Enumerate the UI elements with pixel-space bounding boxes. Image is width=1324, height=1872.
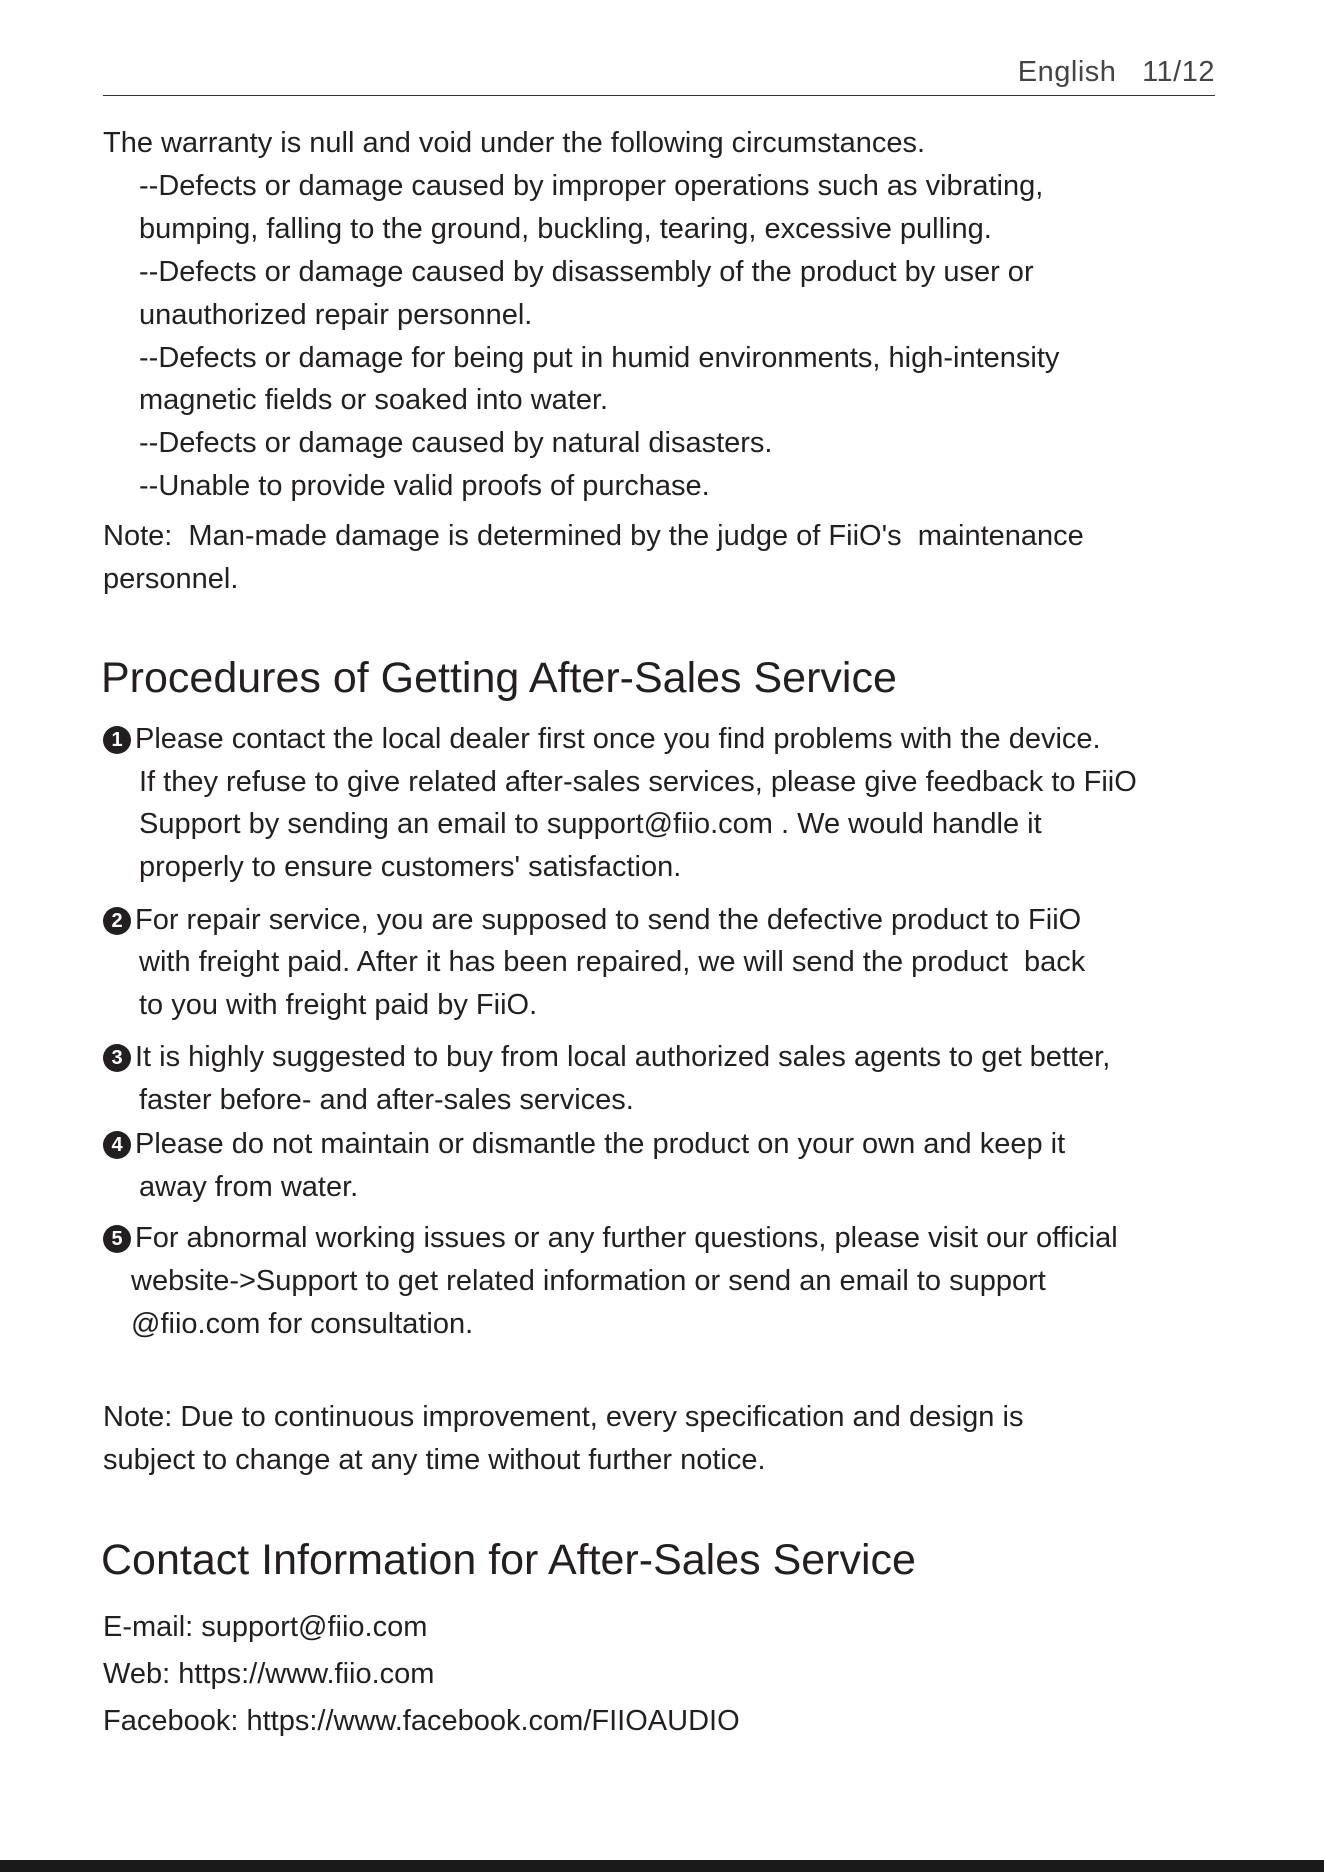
procedure-text: Please contact the local dealer first once you find problems with the device. xyxy=(135,723,1101,755)
procedure-line: to you with freight paid by FiiO. xyxy=(139,989,538,1021)
procedure-text: For abnormal working issues or any further questions, please visit our official xyxy=(135,1222,1118,1254)
warranty-line: --Defects or damage caused by disassembly of the product by user or xyxy=(139,256,1034,288)
procedure-line: faster before- and after-sales services. xyxy=(139,1084,634,1116)
procedure-text: For repair service, you are supposed to send the defective product to FiiO xyxy=(135,904,1082,936)
number-2-icon: 2 xyxy=(103,907,131,935)
warranty-line: --Defects or damage for being put in humid environments, high-intensity xyxy=(139,342,1060,374)
procedure-line: website->Support to get related information or send an email to support xyxy=(131,1265,1046,1297)
warranty-line: --Unable to provide valid proofs of purchase. xyxy=(139,470,710,502)
procedure-line: @fiio.com for consultation. xyxy=(131,1308,474,1340)
warranty-line: unauthorized repair personnel. xyxy=(139,299,533,331)
warranty-note: Note: Man-made damage is determined by the judge of FiiO's maintenance xyxy=(103,520,1084,552)
number-4-icon: 4 xyxy=(103,1131,131,1159)
bottom-edge-bar xyxy=(0,1860,1324,1872)
contact-email: E-mail: support@fiio.com xyxy=(103,1611,428,1643)
number-1-icon: 1 xyxy=(103,726,131,754)
language-label: English xyxy=(1017,56,1117,88)
warranty-note: personnel. xyxy=(103,563,239,595)
change-notice: subject to change at any time without further notice. xyxy=(103,1444,766,1476)
number-5-icon: 5 xyxy=(103,1225,131,1253)
warranty-line: --Defects or damage caused by improper operations such as vibrating, xyxy=(139,170,1044,202)
procedure-line: Support by sending an email to support@fiio.com . We would handle it xyxy=(139,808,1042,840)
header-divider xyxy=(103,95,1215,96)
contact-facebook: Facebook: https://www.facebook.com/FIIOAUDIO xyxy=(103,1705,740,1737)
procedure-item-1 xyxy=(103,721,1101,757)
procedure-text: It is highly suggested to buy from local authorized sales agents to get better, xyxy=(135,1041,1111,1073)
procedure-item-4 xyxy=(103,1126,1065,1162)
warranty-line: magnetic fields or soaked into water. xyxy=(139,384,609,416)
procedures-heading: Procedures of Getting After-Sales Service xyxy=(101,654,897,702)
procedure-line: with freight paid. After it has been repaired, we will send the product back xyxy=(139,946,1086,978)
procedure-line: away from water. xyxy=(139,1171,359,1203)
contact-web: Web: https://www.fiio.com xyxy=(103,1658,435,1690)
warranty-intro: The warranty is null and void under the following circumstances. xyxy=(103,127,926,159)
page-header xyxy=(1018,56,1215,89)
change-notice: Note: Due to continuous improvement, every specification and design is xyxy=(103,1401,1024,1433)
procedure-line: If they refuse to give related after-sales services, please give feedback to FiiO xyxy=(139,766,1137,798)
warranty-line: --Defects or damage caused by natural disasters. xyxy=(139,427,773,459)
procedure-line: properly to ensure customers' satisfaction. xyxy=(139,851,682,883)
procedure-item-2 xyxy=(103,902,1081,938)
procedure-item-5 xyxy=(103,1220,1118,1256)
warranty-line: bumping, falling to the ground, buckling, tearing, excessive pulling. xyxy=(139,213,992,245)
procedure-item-3 xyxy=(103,1039,1110,1075)
procedure-text: Please do not maintain or dismantle the product on your own and keep it xyxy=(135,1128,1066,1160)
number-3-icon: 3 xyxy=(103,1044,131,1072)
contact-heading: Contact Information for After-Sales Service xyxy=(101,1536,916,1584)
page-number: 11/12 xyxy=(1142,56,1215,88)
